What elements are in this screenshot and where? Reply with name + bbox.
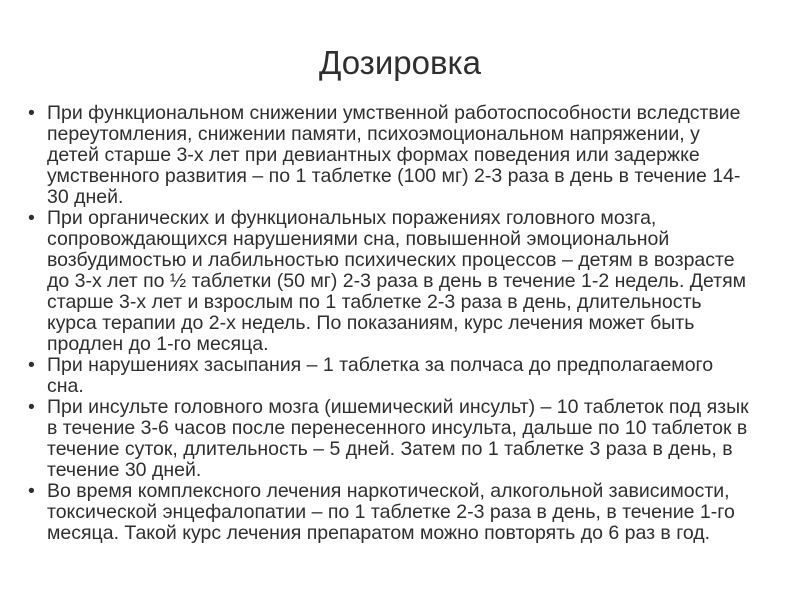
bullet-item xyxy=(0,481,750,544)
bullet-text: При инсульте головного мозга (ишемический инсульт) – 10 таблеток под язык в течение 3-6 часов после перенесенного инсульта, дальше по 10 таблеток в течение суток, длительность – 5 дней. Затем по 1 таблетке 3 раза в день, в течение 30 дней. xyxy=(47,396,749,481)
bullet-text: При нарушениях засыпания – 1 таблетка за полчаса до предполагаемого сна. xyxy=(47,354,714,397)
bullet-icon: • xyxy=(28,396,35,418)
bullet-item xyxy=(0,397,750,481)
bullet-item xyxy=(0,355,750,397)
bullet-list xyxy=(0,103,750,544)
bullet-text: При функциональном снижении умственной работоспособности вследствие переутомления, снижении памяти, психоэмоциональном напряжении, у детей старше 3-х лет при девиантных формах поведения или задержке умственного развития – по 1 таблетке (100 мг) 2-3 раза в день в течение 14-30 дней. xyxy=(47,102,741,208)
slide-title: Дозировка xyxy=(318,44,482,81)
bullet-icon: • xyxy=(28,207,35,229)
bullet-text: При органических и функциональных поражениях головного мозга, сопровождающихся нарушениями сна, повышенной эмоциональной возбудимостью и лабильностью психических процессов – детям в возрасте до 3-х лет по ½ таблетки (50 мг) 2-3 раза в день в течение 1-2 недель. Детям старше 3-х лет и взрослым по 1 таблетке 2-3 раза в день, длительность курса терапии до 2-х недель. По показаниям, курс лечения может быть продлен до 1-го месяца. xyxy=(47,207,747,355)
bullet-icon: • xyxy=(28,102,35,124)
bullet-item xyxy=(0,103,750,208)
bullet-icon: • xyxy=(28,354,35,376)
bullet-item xyxy=(0,208,750,355)
bullet-text: Во время комплексного лечения наркотической, алкогольной зависимости, токсической энцефалопатии – по 1 таблетке 2-3 раза в день, в течение 1-го месяца. Такой курс лечения препаратом можно повторять до 6 раз в год. xyxy=(47,480,735,544)
bullet-icon: • xyxy=(28,480,35,502)
